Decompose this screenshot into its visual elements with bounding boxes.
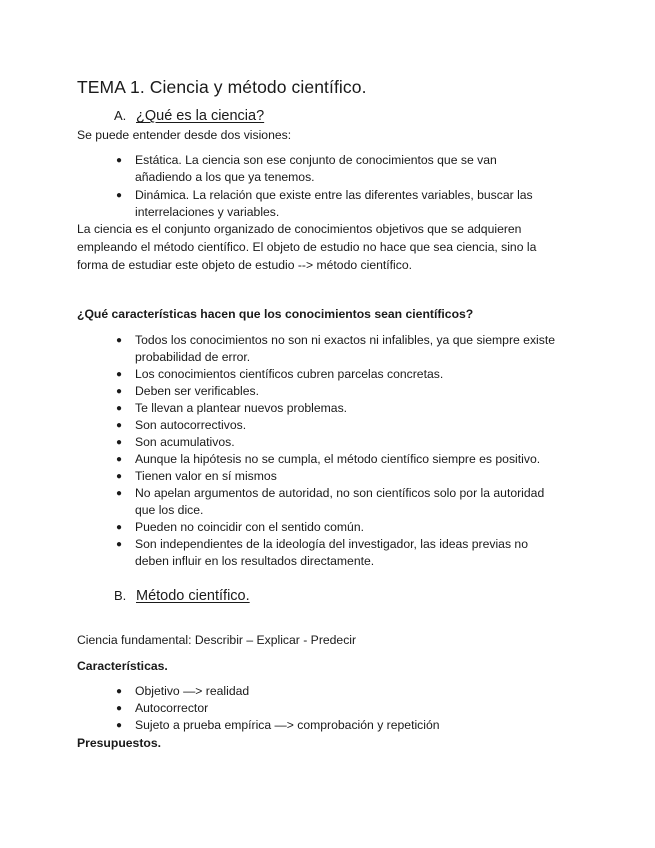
list-item-text: probabilidad de error. <box>135 350 251 364</box>
bullet-icon: ● <box>116 420 123 431</box>
list-item-text: Pueden no coincidir con el sentido común. <box>135 520 364 534</box>
list-item-text: Te llevan a plantear nuevos problemas. <box>135 401 348 415</box>
caracteristicas-heading: Características. <box>77 659 168 673</box>
bullet-icon: ● <box>116 190 123 201</box>
section-a-heading <box>114 108 264 124</box>
fundamental-science-line: Ciencia fundamental: Describir – Explicar - Predecir <box>77 633 357 647</box>
section-b-heading <box>114 588 250 604</box>
definition-line: empleando el método científico. El objeto de estudio no hace que sea ciencia, sino la <box>77 240 537 254</box>
list-item-text: Autocorrector <box>135 701 209 715</box>
list-item-text: Estática. La ciencia son ese conjunto de conocimientos que se van <box>135 153 497 167</box>
bullet-icon: ● <box>116 539 123 550</box>
bullet-icon: ● <box>116 488 123 499</box>
document-title: TEMA 1. Ciencia y método científico. <box>77 77 367 97</box>
bullet-icon: ● <box>116 403 123 414</box>
bullet-icon: ● <box>116 703 123 714</box>
bullet-icon: ● <box>116 155 123 166</box>
bullet-icon: ● <box>116 522 123 533</box>
list-item-text: Deben ser verificables. <box>135 384 259 398</box>
list-item-text: No apelan argumentos de autoridad, no son científicos solo por la autoridad <box>135 486 545 500</box>
list-item-text: que los dice. <box>135 503 204 517</box>
list-item-text: Aunque la hipótesis no se cumpla, el método científico siempre es positivo. <box>135 452 541 466</box>
presupuestos-heading: Presupuestos. <box>77 736 161 750</box>
bullet-icon: ● <box>116 686 123 697</box>
bullet-icon: ● <box>116 386 123 397</box>
list-item-text: Dinámica. La relación que existe entre las diferentes variables, buscar las <box>135 188 533 202</box>
list-item-text: Los conocimientos científicos cubren parcelas concretas. <box>135 367 444 381</box>
bullet-icon: ● <box>116 437 123 448</box>
section-b-letter: B. <box>114 588 127 603</box>
list-item-text: Sujeto a prueba empírica —> comprobación y repetición <box>135 718 440 732</box>
intro-paragraph: Se puede entender desde dos visiones: <box>77 128 292 142</box>
list-item-text: deben influir en los resultados directamente. <box>135 554 375 568</box>
list-item-text: Son autocorrectivos. <box>135 418 247 432</box>
section-a-letter: A. <box>114 108 127 123</box>
list-item-text: Son acumulativos. <box>135 435 235 449</box>
bullet-icon: ● <box>116 335 123 346</box>
list-item-text: interrelaciones y variables. <box>135 205 280 219</box>
list-item-text: añadiendo a los que ya tenemos. <box>135 170 315 184</box>
list-item-text: Todos los conocimientos no son ni exactos ni infalibles, ya que siempre existe <box>135 333 556 347</box>
definition-line: forma de estudiar este objeto de estudio --> método científico. <box>77 258 413 272</box>
characteristics-question: ¿Qué características hacen que los conocimientos sean científicos? <box>77 307 474 321</box>
bullet-icon: ● <box>116 471 123 482</box>
list-item-text: Son independientes de la ideología del investigador, las ideas previas no <box>135 537 528 551</box>
bullet-icon: ● <box>116 454 123 465</box>
section-b-label: Método científico. <box>136 588 250 604</box>
list-item-text: Tienen valor en sí mismos <box>135 469 277 483</box>
section-a-label: ¿Qué es la ciencia? <box>136 108 265 124</box>
list-item-text: Objetivo —> realidad <box>135 684 250 698</box>
bullet-icon: ● <box>116 720 123 731</box>
definition-line: La ciencia es el conjunto organizado de conocimientos objetivos que se adquieren <box>77 222 522 236</box>
bullet-icon: ● <box>116 369 123 380</box>
